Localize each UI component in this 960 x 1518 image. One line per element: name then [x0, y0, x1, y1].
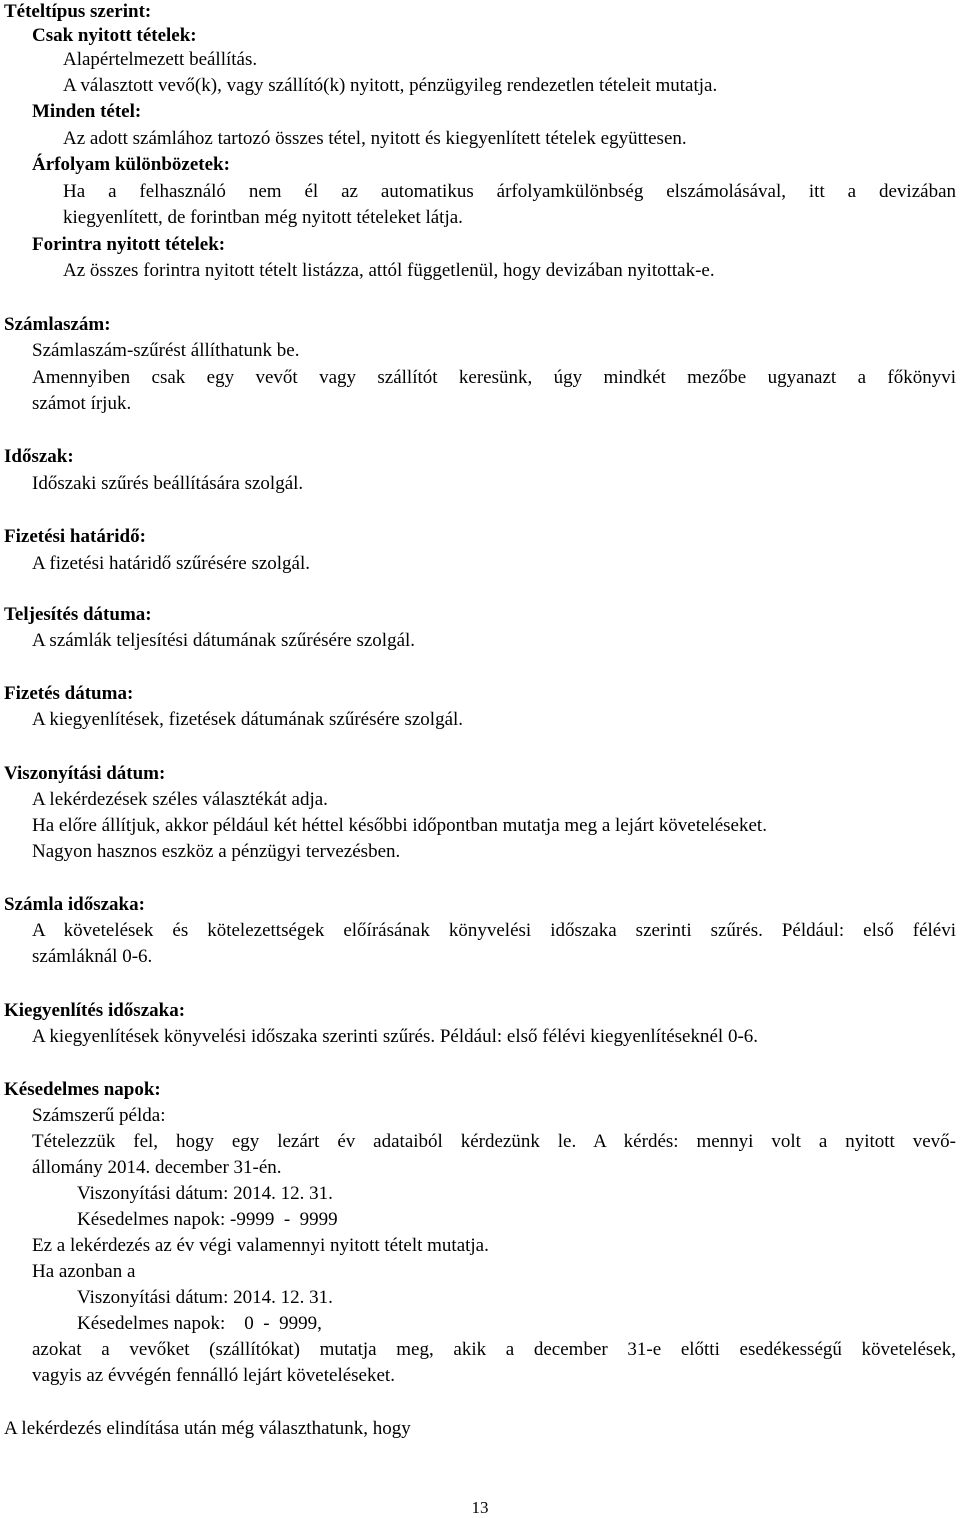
- paragraph-line: Viszonyítási dátum: 2014. 12. 31.: [77, 1287, 333, 1308]
- paragraph-line: állomány 2014. december 31-én.: [32, 1157, 282, 1178]
- paragraph-line: Ha előre állítjuk, akkor például két héttel későbbi időpontban mutatja meg a lejárt követeléseket.: [32, 815, 767, 836]
- subheading-arfolyam: Árfolyam különbözetek:: [32, 154, 230, 175]
- paragraph-line: Ha a felhasználó nem él az automatikus árfolyamkülönbség elszámolásával, itt a devizában: [63, 181, 956, 202]
- subheading-minden-tetel: Minden tétel:: [32, 101, 142, 122]
- section-heading-fizetesi-hatarido: Fizetési határidő:: [4, 526, 146, 547]
- section-heading-viszonyitasi-datum: Viszonyítási dátum:: [4, 763, 166, 784]
- paragraph-line: Késedelmes napok: -9999 - 9999: [77, 1209, 338, 1230]
- paragraph-line: A fizetési határidő szűrésére szolgál.: [32, 553, 311, 574]
- section-heading-kesedelmes-napok: Késedelmes napok:: [4, 1079, 161, 1100]
- paragraph-line: Számlaszám-szűrést állíthatunk be.: [32, 340, 300, 361]
- paragraph-line: Viszonyítási dátum: 2014. 12. 31.: [77, 1183, 333, 1204]
- paragraph-line: Időszaki szűrés beállítására szolgál.: [32, 473, 304, 494]
- paragraph-line: Az adott számlához tartozó összes tétel, nyitott és kiegyenlített tételek együttesen.: [63, 128, 687, 149]
- paragraph-line: vagyis az évvégén fennálló lejárt követeléseket.: [32, 1365, 395, 1386]
- closing-paragraph: A lekérdezés elindítása után még választhatunk, hogy: [4, 1418, 411, 1439]
- paragraph-line: Számszerű példa:: [32, 1105, 166, 1126]
- paragraph-line: számot írjuk.: [32, 393, 132, 414]
- section-heading-idoszak: Időszak:: [4, 446, 74, 467]
- paragraph-line: számláknál 0-6.: [32, 946, 153, 967]
- subheading-forintra: Forintra nyitott tételek:: [32, 234, 226, 255]
- section-heading-szamla-idoszaka: Számla időszaka:: [4, 894, 145, 915]
- paragraph-line: A választott vevő(k), vagy szállító(k) nyitott, pénzügyileg rendezetlen tételeit mutatja.: [63, 75, 718, 96]
- paragraph-line: Ez a lekérdezés az év végi valamennyi nyitott tételt mutatja.: [32, 1235, 489, 1256]
- section-heading-szamlaszam: Számlaszám:: [4, 314, 111, 335]
- section-heading-teljesites-datuma: Teljesítés dátuma:: [4, 604, 152, 625]
- paragraph-line: A lekérdezések széles választékát adja.: [32, 789, 328, 810]
- paragraph-line: Késedelmes napok: 0 - 9999,: [77, 1313, 322, 1334]
- subheading-csak-nyitott: Csak nyitott tételek:: [32, 25, 197, 46]
- paragraph-line: Ha azonban a: [32, 1261, 136, 1282]
- section-heading-teteltipus: Tételtípus szerint:: [4, 1, 152, 22]
- paragraph-line: A kiegyenlítések könyvelési időszaka szerinti szűrés. Például: első félévi kiegyenlítéseknél 0-6.: [32, 1026, 759, 1047]
- paragraph-line: Nagyon hasznos eszköz a pénzügyi tervezésben.: [32, 841, 401, 862]
- section-heading-fizetes-datuma: Fizetés dátuma:: [4, 683, 134, 704]
- section-heading-kiegyenlites-idoszaka: Kiegyenlítés időszaka:: [4, 1000, 186, 1021]
- paragraph-line: A követelések és kötelezettségek előírásának könyvelési időszaka szerinti szűrés. Például: első félévi: [32, 920, 956, 941]
- paragraph-line: kiegyenlített, de forintban még nyitott tételeket látja.: [63, 207, 463, 228]
- paragraph-line: Tételezzük fel, hogy egy lezárt év adataiból kérdezünk le. A kérdés: mennyi volt a nyitott vevő-: [32, 1131, 956, 1152]
- paragraph-line: Az összes forintra nyitott tételt listázza, attól függetlenül, hogy devizában nyitottak-e.: [63, 260, 715, 281]
- paragraph-line: A számlák teljesítési dátumának szűrésére szolgál.: [32, 630, 416, 651]
- paragraph-line: A kiegyenlítések, fizetések dátumának szűrésére szolgál.: [32, 709, 464, 730]
- page-number: 13: [471, 1498, 489, 1517]
- paragraph-line: Alapértelmezett beállítás.: [63, 49, 258, 70]
- paragraph-line: azokat a vevőket (szállítókat) mutatja meg, akik a december 31-e előtti esedékességű követelések,: [32, 1339, 956, 1360]
- paragraph-line: Amennyiben csak egy vevőt vagy szállítót keresünk, úgy mindkét mezőbe ugyanazt a főkönyvi: [32, 367, 956, 388]
